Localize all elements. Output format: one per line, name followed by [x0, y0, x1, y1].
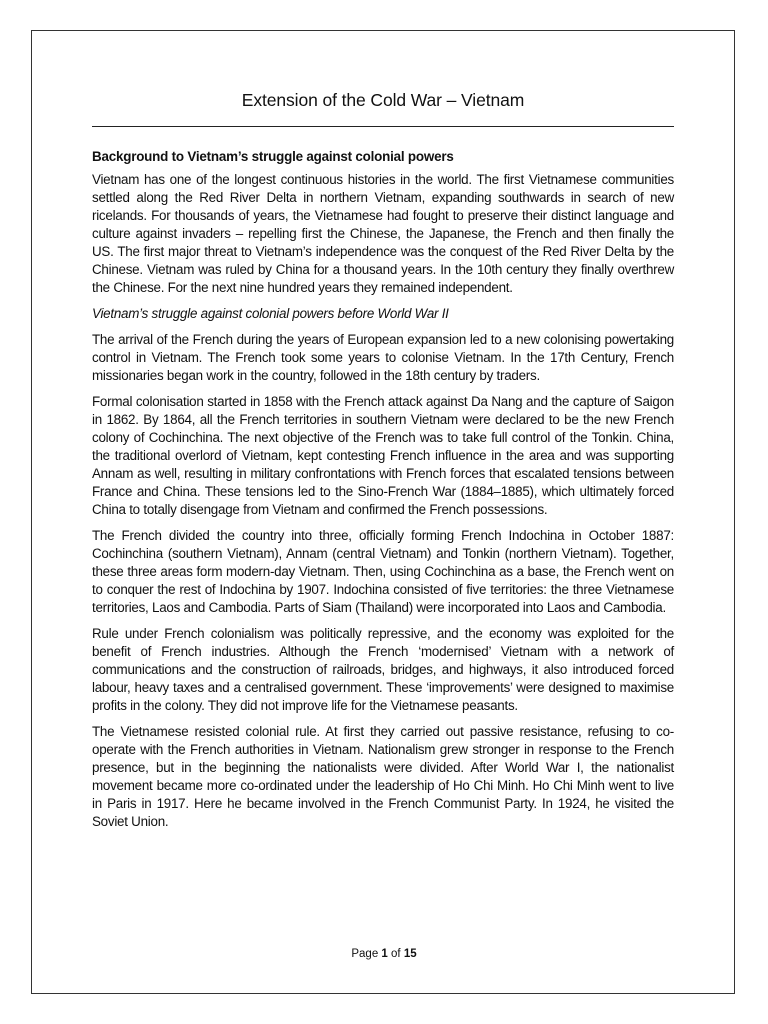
paragraph-french-arrival: The arrival of the French during the years of European expansion led to a new colonising powertaking control in Vietnam. The French took some years to colonise Vietnam. In the 17th Century, French missionaries began work in the country, followed in the 18th century by traders. — [92, 332, 674, 383]
subheading-pre-ww2: Vietnam’s struggle against colonial powers before World War II — [92, 306, 449, 321]
page-label: Page — [351, 948, 379, 960]
paragraph-history: Vietnam has one of the longest continuous histories in the world. The first Vietnamese communities settled along the Red River Delta in northern Vietnam, expanding southwards in search of new ricelands. For thousands of years, the Vietnamese had fought to preserve their distinct language and culture against invaders – repelling first the Chinese, the Japanese, the French and then finally the US. The first major threat to Vietnam’s independence was the conquest of the Red River Delta by the Chinese. Vietnam was ruled by China for a thousand years. In the 10th century they finally overthrew the Chinese. For the next nine hundred years they remained independent. — [92, 172, 674, 295]
paragraph-resistance: The Vietnamese resisted colonial rule. At first they carried out passive resistance, refusing to co-operate with the French authorities in Vietnam. Nationalism grew stronger in response to the French presence, but in the beginning the nationalists were divided. After World War I, the nationalist movement became more co-ordinated under the leadership of Ho Chi Minh. Ho Chi Minh went to live in Paris in 1917. Here he became involved in the French Communist Party. In 1924, he visited the Soviet Union. — [92, 724, 674, 829]
title-underline — [92, 126, 674, 127]
paragraph-colonial-rule: Rule under French colonialism was politically repressive, and the economy was exploited for the benefit of French industries. Although the French ‘modernised’ Vietnam with a network of communications and the construction of railroads, bridges, and highways, it also introduced forced labour, heavy taxes and a centralised government. These ‘improvements’ were designed to maximise profits in the colony. They did not improve life for the Vietnamese peasants. — [92, 626, 674, 713]
paragraph-indochina: The French divided the country into three, officially forming French Indochina in October 1887: Cochinchina (southern Vietnam), Annam (central Vietnam) and Tonkin (northern Vietnam). Together, these three areas form modern-day Vietnam. Then, using Cochinchina as a base, the French went on to conquer the rest of Indochina by 1907. Indochina consisted of five territories: the three Vietnamese territories, Laos and Cambodia. Parts of Siam (Thailand) were incorporated into Laos and Cambodia. — [92, 528, 674, 615]
document-body — [92, 88, 674, 839]
page-footer — [0, 946, 768, 962]
section-heading: Background to Vietnam’s struggle against colonial powers — [92, 149, 454, 164]
total-pages-number: 15 — [403, 948, 417, 960]
paragraph-formal-colonisation: Formal colonisation started in 1858 with the French attack against Da Nang and the capture of Saigon in 1862. By 1864, all the French territories in southern Vietnam were declared to be the new French colony of Cochinchina. The next objective of the French was to take full control of the Tonkin. China, the traditional overlord of Vietnam, kept contesting French influence in the area and was supporting Annam as well, resulting in military confrontations with French forces that escalated tensions between France and China. These tensions led to the Sino-French War (1884–1885), which ultimately forced China to totally disengage from Vietnam and confirmed the French possessions. — [92, 394, 674, 517]
of-label: of — [391, 948, 401, 960]
document-title: Extension of the Cold War – Vietnam — [241, 90, 525, 110]
current-page-number: 1 — [381, 948, 388, 960]
